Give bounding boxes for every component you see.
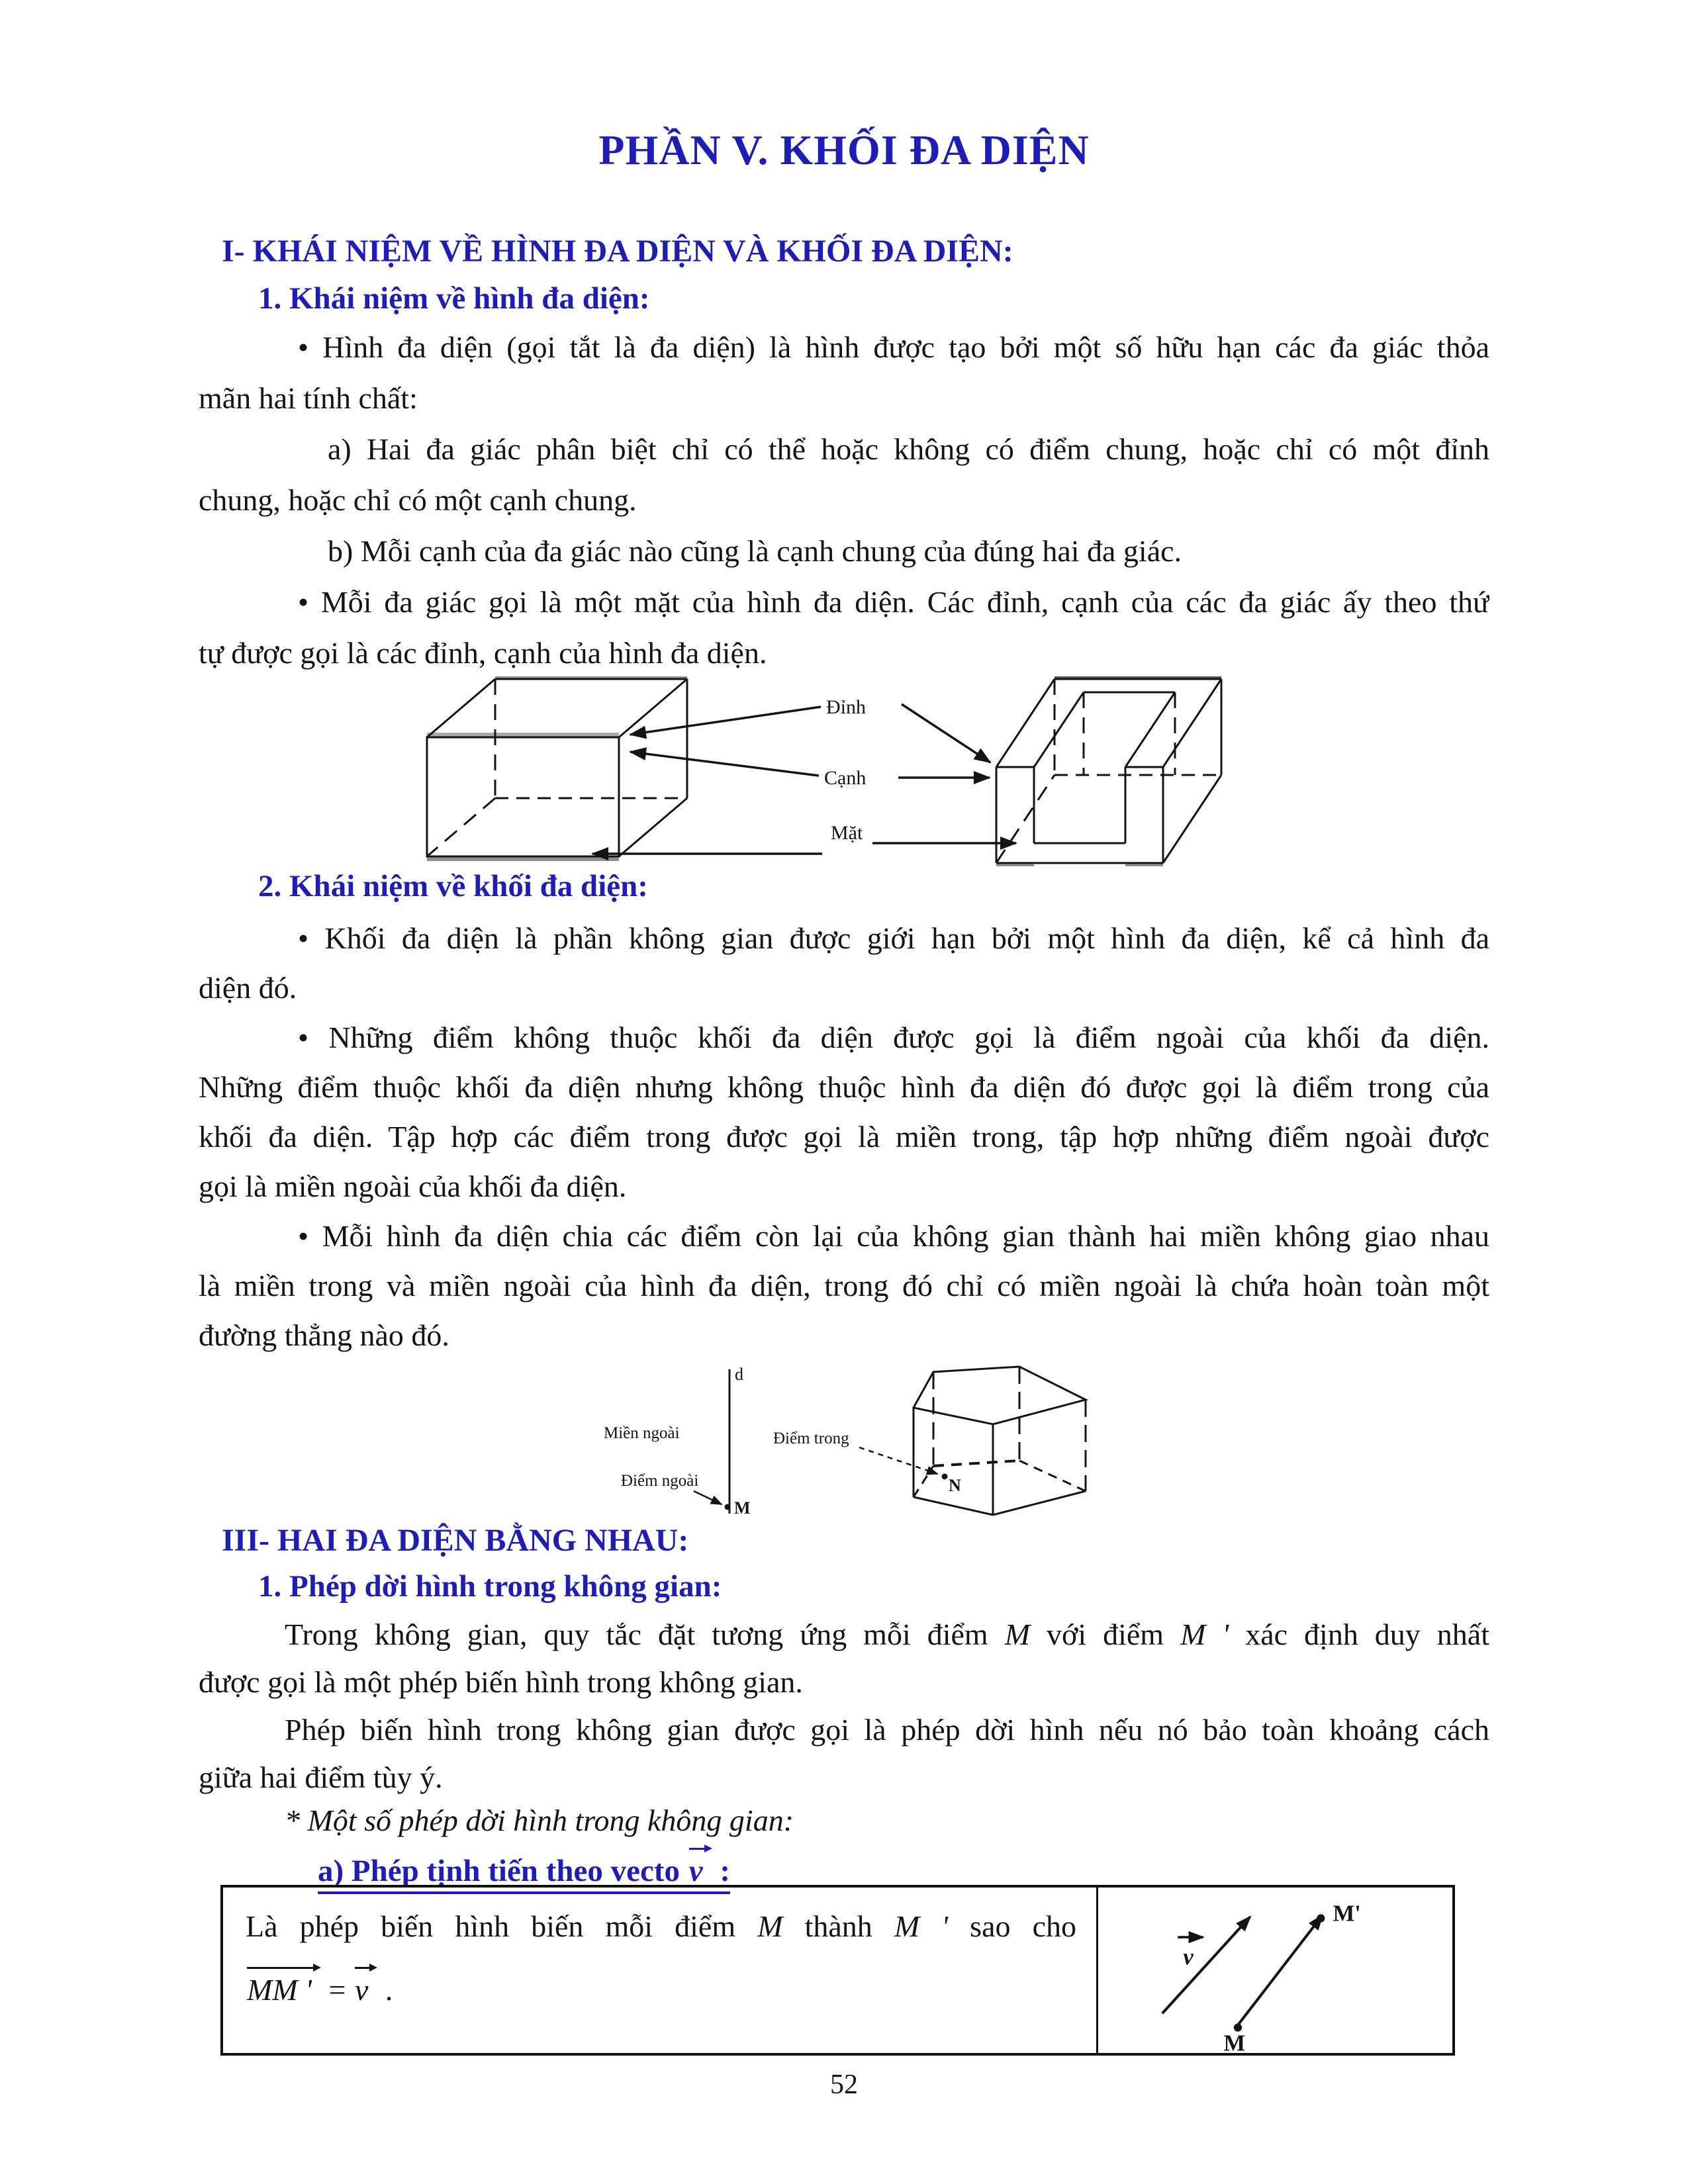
text-segment: Trong không gian, quy tắc đặt tương ứng mỗi điểm (285, 1617, 1005, 1651)
definition-box-diagram-cell (1098, 1888, 1452, 2053)
paragraph-block-3 (199, 1611, 1489, 1801)
definition-box (220, 1885, 1455, 2056)
vector-v-symbol: v (353, 1962, 377, 2007)
definition-box-text-cell (223, 1888, 1098, 2053)
math-m: M (757, 1909, 783, 1943)
paragraph-line: đường thẳng nào đó. (199, 1318, 449, 1352)
paragraph-line: gọi là miền ngoài của khối đa diện. (199, 1169, 627, 1203)
subsection-heading-3-1: 1. Phép dời hình trong không gian: (258, 1569, 722, 1604)
paragraph-line: tự được gọi là các đỉnh, cạnh của hình đa diện. (199, 636, 767, 670)
label-edge: Cạnh (824, 767, 867, 789)
point-m (725, 1504, 731, 1510)
figure-polyhedron-elements (397, 676, 1430, 868)
text-segment: xác định duy nhất (1229, 1617, 1489, 1651)
page-number: 52 (830, 2070, 858, 2100)
paragraph-line: chung, hoặc chỉ có một cạnh chung. (199, 483, 637, 517)
text-segment: a) Phép tịnh tiến theo vecto (318, 1854, 680, 1888)
definition-line-1 (246, 1903, 1076, 1950)
label-m: M (1223, 2030, 1246, 2053)
paragraph-line: a) Hai đa giác phân biệt chỉ có thể hoặc không có điểm chung, hoặc chỉ có một đỉnh (328, 432, 1489, 466)
paragraph-line: Những điểm thuộc khối đa diện nhưng không thuộc hình đa diện đó được gọi là điểm trong của (199, 1070, 1489, 1104)
label-inner-point: Điểm trong (773, 1430, 849, 1447)
subsection-heading-1-1: 1. Khái niệm về hình đa diện: (258, 281, 650, 316)
paragraph-block-2 (199, 913, 1489, 1360)
label-face: Mặt (831, 822, 863, 844)
label-v: v (1183, 1944, 1194, 1970)
paragraph-line: Phép biến hình trong không gian được gọi là phép dời hình nếu nó bảo toàn khoảng cách (285, 1713, 1489, 1747)
paragraph-line: mãn hai tính chất: (199, 381, 418, 415)
label-outer-region: Miền ngoài (604, 1424, 680, 1442)
paragraph-line: giữa hai điểm tùy ý. (199, 1760, 443, 1794)
paragraph-line: • Khối đa diện là phần không gian được giới hạn bởi một hình đa diện, kể cả hình đa (298, 921, 1489, 955)
paragraph-block-1 (199, 322, 1489, 678)
text-segment: . (377, 1973, 393, 2007)
label-m: M (734, 1498, 751, 1518)
label-line-d: d (735, 1365, 743, 1384)
paragraph-line: • Hình đa diện (gọi tắt là đa diện) là hình được tạo bởi một số hữu hạn các đa giác thỏa (298, 330, 1489, 364)
point-m-prime (1317, 1914, 1325, 1922)
paragraph-line: là miền trong và miền ngoài của hình đa diện, trong đó chỉ có miền ngoài là chứa hoàn toàn một (199, 1269, 1489, 1302)
math-m-prime: M ' (894, 1909, 949, 1943)
text-segment: sao cho (948, 1909, 1076, 1943)
vector-v-symbol: v (688, 1843, 712, 1889)
cube (427, 678, 687, 859)
point-n (942, 1474, 948, 1480)
m-to-m-prime-arrow (1237, 1915, 1322, 2026)
paragraph-line: được gọi là một phép biến hình trong không gian. (199, 1665, 803, 1699)
paragraph-line: • Những điểm không thuộc khối đa diện được gọi là điểm ngoài của khối đa diện. (298, 1021, 1489, 1054)
translation-vector-diagram (1098, 1888, 1452, 2053)
text-segment: thành (782, 1909, 894, 1943)
paragraph-line: khối đa diện. Tập hợp các điểm trong được gọi là miền trong, tập hợp những điểm ngoài được (199, 1120, 1489, 1154)
math-m: M (1004, 1617, 1031, 1651)
page-title: PHẦN V. KHỐI ĐA DIỆN (598, 126, 1090, 173)
vector-mm-prime: MM ' (246, 1962, 321, 2007)
figure1-arrows (592, 704, 1016, 854)
subsection-heading-1-2: 2. Khái niệm về khối đa diện: (258, 869, 648, 903)
paragraph-line (199, 1611, 1489, 1659)
text-segment: Là phép biến hình biến mỗi điểm (246, 1909, 758, 1943)
paragraph-line: • Mỗi đa giác gọi là một mặt của hình đa diện. Các đỉnh, cạnh của các đa giác ấy theo thứ (298, 585, 1489, 619)
label-m-prime: M' (1333, 1901, 1361, 1927)
vector-v-arrow (1162, 1917, 1250, 2013)
text-segment: : (712, 1854, 731, 1888)
section-heading-1: I- KHÁI NIỆM VỀ HÌNH ĐA DIỆN VÀ KHỐI ĐA DIỆN: (222, 234, 1013, 269)
pentagonal-prism (914, 1367, 1086, 1515)
paragraph-line: diện đó. (199, 971, 297, 1005)
paragraph-line: • Mỗi hình đa diện chia các điểm còn lại của không gian thành hai miền không giao nhau (298, 1219, 1489, 1253)
note-line: * Một số phép dời hình trong không gian: (285, 1803, 794, 1837)
label-vertex: Đỉnh (826, 696, 866, 718)
section-heading-3: III- HAI ĐA DIỆN BẰNG NHAU: (222, 1523, 689, 1558)
equals-sign: = (320, 1973, 353, 2007)
math-m-prime: M ' (1180, 1617, 1229, 1651)
paragraph-line: b) Mỗi cạnh của đa giác nào cũng là cạnh chung của đúng hai đa giác. (328, 534, 1182, 568)
text-segment: với điểm (1030, 1617, 1181, 1651)
label-outer-point: Điểm ngoài (621, 1472, 699, 1490)
u-shaped-solid (996, 678, 1221, 864)
label-n: N (949, 1476, 961, 1495)
definition-formula (246, 1962, 1076, 2007)
figure-interior-exterior-points (563, 1361, 1125, 1520)
